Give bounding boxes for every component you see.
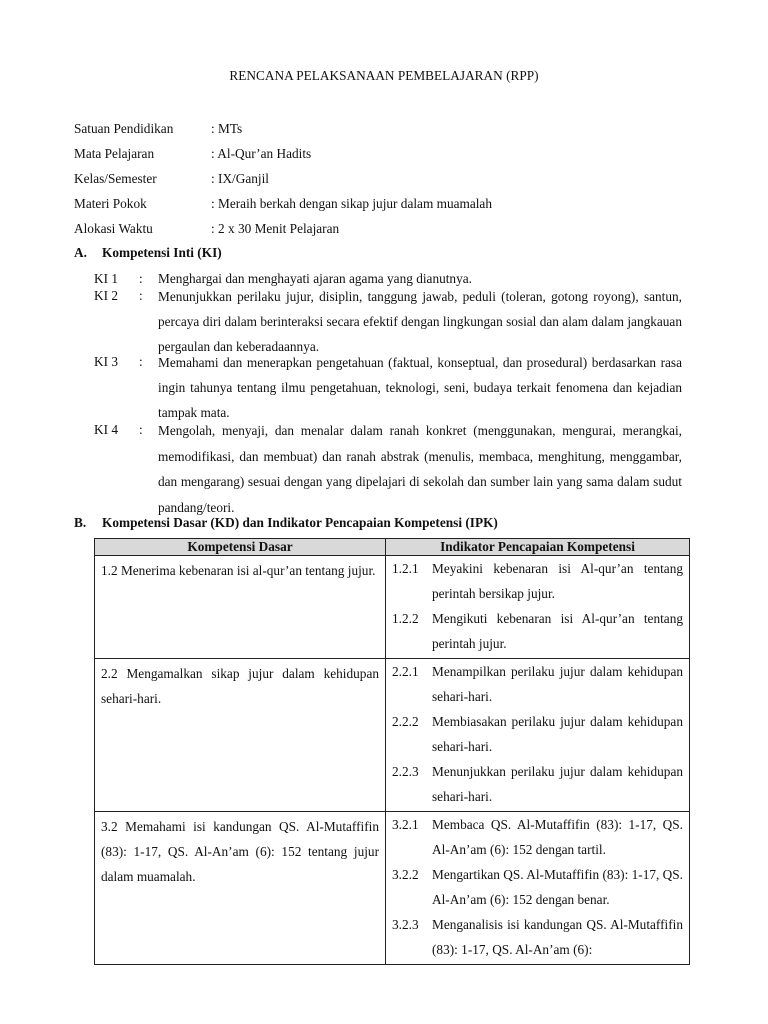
ipk-number: 3.2.1 — [392, 817, 419, 832]
ipk-item — [392, 709, 683, 759]
section-letter: A. — [74, 245, 87, 260]
kd-cell — [95, 659, 386, 812]
ipk-text: Membaca QS. Al-Mutaffifin (83): 1-17, QS. Al-An’am (6): 152 dengan tartil. — [432, 817, 683, 857]
ipk-number: 2.2.2 — [392, 714, 419, 729]
kd-text: Memahami isi kandungan QS. Al-Mutaffifin (83): 1-17, QS. Al-An’am (6): 152 tentang jujur dalam muamalah. — [101, 819, 379, 884]
ki-colon: : — [139, 354, 143, 369]
ipk-number: 1.2.2 — [392, 611, 419, 626]
meta-label: Satuan Pendidikan — [74, 121, 174, 136]
meta-value: : 2 x 30 Menit Pelajaran — [211, 221, 340, 236]
ipk-text: Mengartikan QS. Al-Mutaffifin (83): 1-17, QS. Al-An’am (6): 152 dengan benar. — [432, 867, 683, 907]
header-kompetensi-dasar: Kompetensi Dasar — [95, 539, 386, 556]
ipk-item — [392, 912, 683, 962]
meta-value: : MTs — [211, 121, 243, 136]
kd-text: Menerima kebenaran isi al-qur’an tentang jujur. — [120, 563, 376, 578]
meta-label: Kelas/Semester — [74, 171, 157, 186]
meta-value: : Al-Qur’an Hadits — [211, 146, 312, 161]
ki-code: KI 1 — [94, 271, 119, 286]
kd-number: 3.2 — [101, 819, 118, 834]
ipk-text: Menganalisis isi kandungan QS. Al-Mutaffifin (83): 1-17, QS. Al-An’am (6): — [432, 917, 683, 957]
ipk-number: 3.2.2 — [392, 867, 419, 882]
ki-code: KI 3 — [94, 354, 119, 369]
ki-text: Mengolah, menyaji, dan menalar dalam ranah konkret (menggunakan, mengurai, merangkai, memodifikasi, dan membuat) dan ranah abstrak (menulis, membaca, menghitung, menggambar, dan mengarang) sesuai dengan yang dipelajari di sekolah dan sumber lain yang sama dalam sudut pandang/teori. — [158, 423, 682, 515]
ki-colon: : — [139, 271, 143, 286]
document-title: RENCANA PELAKSANAAN PEMBELAJARAN (RPP) — [229, 68, 539, 83]
table-row — [95, 556, 690, 659]
ipk-text: Menunjukkan perilaku jujur dalam kehidupan sehari-hari. — [432, 764, 683, 804]
ipk-item — [392, 759, 683, 809]
meta-value: : Meraih berkah dengan sikap jujur dalam muamalah — [211, 196, 492, 211]
section-b-heading — [74, 515, 498, 531]
ipk-number: 2.2.1 — [392, 664, 419, 679]
kd-ipk-table — [94, 538, 690, 965]
meta-label: Alokasi Waktu — [74, 221, 153, 236]
table-header-row — [95, 539, 690, 556]
ipk-item — [392, 556, 683, 606]
meta-value: : IX/Ganjil — [211, 171, 269, 186]
ipk-cell — [386, 659, 690, 812]
ki-text: Menghargai dan menghayati ajaran agama yang dianutnya. — [158, 271, 472, 286]
ipk-text: Meyakini kebenaran isi Al-qur’an tentang perintah bersikap jujur. — [432, 561, 683, 601]
ki-text: Memahami dan menerapkan pengetahuan (faktual, konseptual, dan prosedural) berdasarkan rasa ingin tahunya tentang ilmu pengetahuan, teknologi, seni, budaya terkait fenomena dan kejadian tampak mata. — [158, 355, 682, 420]
table-row — [95, 812, 690, 965]
ipk-text: Menampilkan perilaku jujur dalam kehidupan sehari-hari. — [432, 664, 683, 704]
section-title: Kompetensi Inti (KI) — [102, 245, 222, 260]
ipk-text: Mengikuti kebenaran isi Al-qur’an tentang perintah jujur. — [432, 611, 683, 651]
ki-item-4 — [94, 422, 682, 514]
ipk-item — [392, 812, 683, 862]
kd-item — [101, 814, 379, 889]
ki-code: KI 2 — [94, 288, 119, 303]
kd-item — [101, 661, 379, 711]
table-row — [95, 659, 690, 812]
ki-item-3 — [94, 354, 682, 420]
ipk-item — [392, 659, 683, 709]
section-a-heading — [74, 245, 222, 261]
ipk-number: 1.2.1 — [392, 561, 419, 576]
ipk-cell — [386, 556, 690, 659]
section-title: Kompetensi Dasar (KD) dan Indikator Pencapaian Kompetensi (IPK) — [102, 515, 498, 530]
ki-text: Menunjukkan perilaku jujur, disiplin, tanggung jawab, peduli (toleran, gotong royong), santun, percaya diri dalam berinteraksi secara efektif dengan lingkungan sosial dan alam dalam jangkauan pergaulan dan keberadaannya. — [158, 289, 682, 354]
ipk-number: 2.2.3 — [392, 764, 419, 779]
kd-number: 2.2 — [101, 666, 118, 681]
header-indikator: Indikator Pencapaian Kompetensi — [386, 539, 690, 556]
ipk-item — [392, 606, 683, 656]
ki-item-2 — [94, 288, 682, 354]
ki-colon: : — [139, 422, 143, 437]
ipk-cell — [386, 812, 690, 965]
kd-item — [101, 558, 379, 583]
ipk-item — [392, 862, 683, 912]
kd-number: 1.2 — [101, 563, 118, 578]
ipk-number: 3.2.3 — [392, 917, 419, 932]
kd-cell — [95, 556, 386, 659]
section-letter: B. — [74, 515, 87, 530]
kd-cell — [95, 812, 386, 965]
kd-text: Mengamalkan sikap jujur dalam kehidupan sehari-hari. — [101, 666, 380, 706]
ki-colon: : — [139, 288, 143, 303]
meta-label: Materi Pokok — [74, 196, 147, 211]
meta-label: Mata Pelajaran — [74, 146, 155, 161]
ipk-text: Membiasakan perilaku jujur dalam kehidupan sehari-hari. — [432, 714, 683, 754]
ki-code: KI 4 — [94, 422, 119, 437]
